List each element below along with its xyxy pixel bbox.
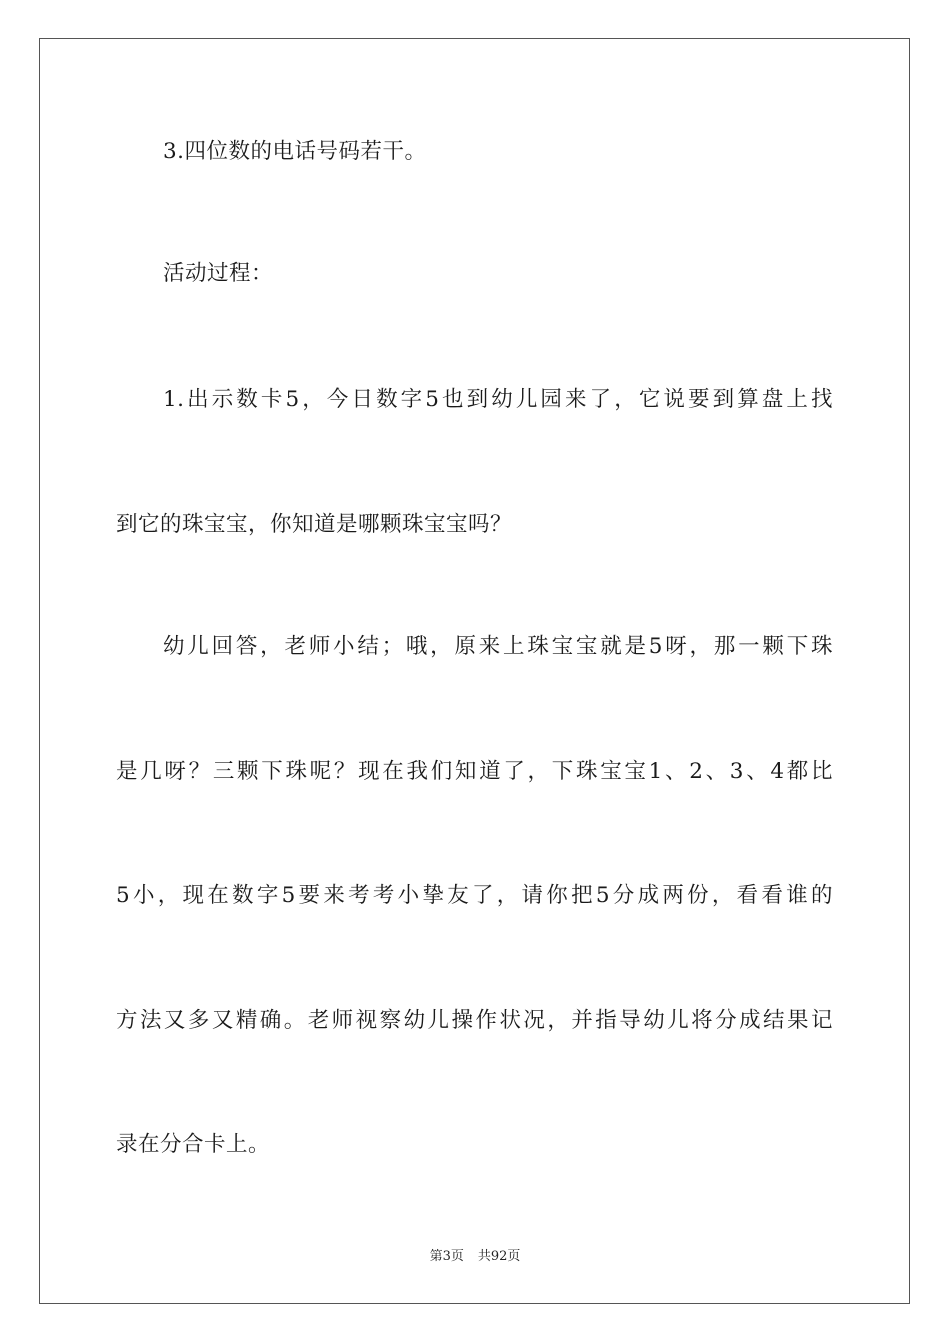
page-frame [39,38,910,1304]
text-line: 幼儿回答，老师小结；哦，原来上珠宝宝就是5呀，那一颗下珠 [163,634,833,659]
text-line: 5小，现在数字5要来考考小挚友了，请你把5分成两份，看看谁的 [116,883,833,908]
section-heading: 活动过程： [163,261,274,286]
current-page-label: 第3页 [429,1249,464,1264]
text-line: 方法又多又精确。老师视察幼儿操作状况，并指导幼儿将分成结果记 [116,1008,833,1033]
text-line: 是几呀？三颗下珠呢？现在我们知道了，下珠宝宝1、2、3、4都比 [116,759,833,784]
total-pages-label: 共92页 [477,1249,521,1264]
text-line: 1.出示数卡5，今日数字5也到幼儿园来了，它说要到算盘上找 [163,387,833,412]
text-line: 录在分合卡上。 [116,1132,271,1157]
text-line: 到它的珠宝宝，你知道是哪颗珠宝宝吗？ [116,512,513,537]
page-footer [0,1248,950,1266]
text-line: 3.四位数的电话号码若干。 [163,139,427,164]
